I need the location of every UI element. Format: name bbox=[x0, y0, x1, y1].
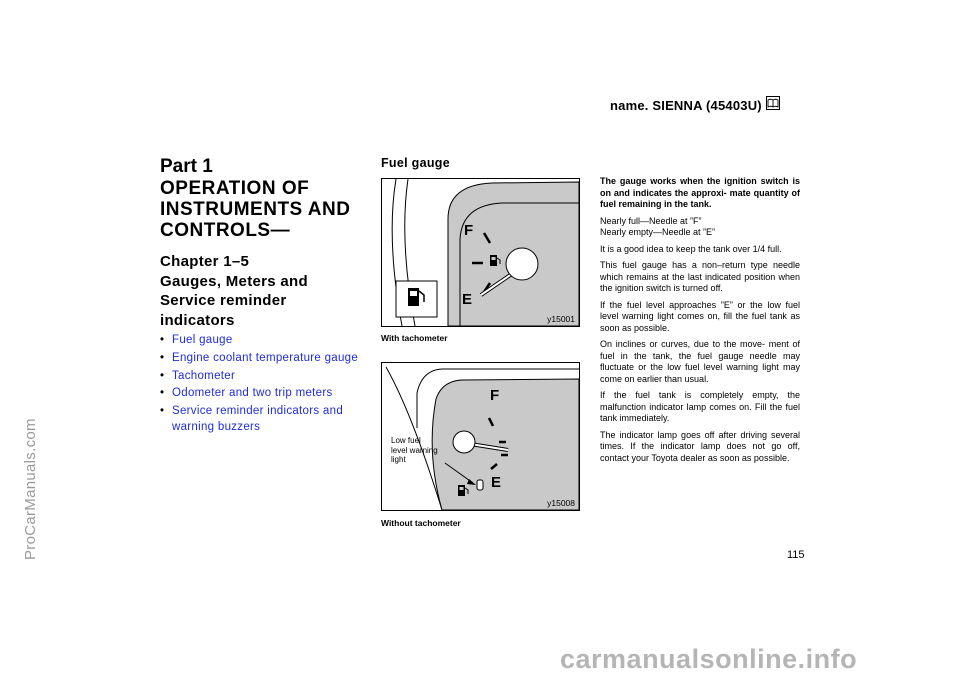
low-fuel-warning-light-icon bbox=[477, 480, 483, 490]
empty-mark-label: E bbox=[462, 291, 473, 308]
fuel-gauge-figure-with-tachometer bbox=[381, 178, 580, 327]
section-title bbox=[160, 178, 350, 241]
bullet-icon: • bbox=[160, 334, 165, 346]
body-text bbox=[600, 176, 800, 469]
full-line: Nearly full—Needle at ”F” bbox=[600, 215, 702, 226]
paragraph: The indicator lamp goes off after driving several times. If the indicator lamp does not go off, contact your Toyota dealer as soon as possible. bbox=[600, 429, 800, 463]
bullet-icon: • bbox=[160, 351, 165, 364]
intro-paragraph: The gauge works when the ignition switch is on and indicates the approxi- mate quantity of fuel remaining in the tank. bbox=[600, 176, 800, 209]
section-title-line: CONTROLS— bbox=[160, 220, 291, 241]
paragraph: If the fuel level approaches ”E” or the low fuel level warning light comes on, fill the fuel tank as soon as possible. bbox=[600, 299, 800, 333]
paragraph: On inclines or curves, due to the move- ment of fuel in the tank, the fuel gauge needle may fluctuate or the low fuel level warning light may come on earlier than usual. bbox=[600, 339, 800, 384]
empty-mark-label: E bbox=[491, 474, 502, 491]
toc-link[interactable]: Engine coolant temperature gauge bbox=[172, 351, 359, 364]
section-title-line: INSTRUMENTS AND bbox=[160, 199, 351, 220]
chapter-title-line: Gauges, Meters and bbox=[160, 272, 308, 290]
needle-positions bbox=[600, 216, 800, 239]
part-label: Part 1 bbox=[160, 156, 213, 177]
document-header-title: name. SIENNA (45403U) bbox=[610, 98, 762, 113]
section-heading: Fuel gauge bbox=[381, 156, 450, 170]
toc-item-fuel-gauge[interactable] bbox=[160, 333, 365, 349]
chapter-contents-list bbox=[160, 333, 365, 437]
toc-link[interactable]: Odometer and two trip meters bbox=[172, 387, 333, 400]
toc-link[interactable]: Tachometer bbox=[172, 369, 236, 382]
figure-code: y15008 bbox=[547, 498, 575, 508]
full-mark-label: F bbox=[490, 387, 500, 404]
bullet-icon: • bbox=[160, 387, 165, 400]
chapter-title bbox=[160, 252, 308, 330]
section-title-line: OPERATION OF bbox=[160, 178, 310, 199]
figure-caption: With tachometer bbox=[381, 333, 448, 343]
toc-item-service-reminder[interactable] bbox=[160, 404, 365, 435]
full-mark-label: F bbox=[464, 222, 474, 239]
toc-link[interactable]: Fuel gauge bbox=[172, 334, 233, 346]
bullet-icon: • bbox=[160, 369, 165, 382]
page-number: 115 bbox=[787, 549, 805, 561]
figure-caption: Without tachometer bbox=[381, 518, 461, 528]
toc-link[interactable]: Service reminder indicators and warning buzzers bbox=[172, 405, 344, 433]
paragraph: It is a good idea to keep the tank over 1/4 full. bbox=[600, 243, 782, 254]
paragraph: If the fuel tank is completely empty, the malfunction indicator lamp comes on. Fill the fuel tank immediately. bbox=[600, 390, 800, 423]
open-book-icon bbox=[766, 96, 780, 110]
watermark-bottom: carmanualsonline.info bbox=[560, 644, 858, 674]
toc-item-coolant-gauge[interactable] bbox=[160, 351, 365, 367]
callout-line: level warning bbox=[391, 445, 438, 455]
toc-item-odometer[interactable] bbox=[160, 386, 365, 402]
figure-code: y15001 bbox=[547, 314, 575, 324]
fuel-gauge-illustration bbox=[382, 179, 579, 326]
paragraph: This fuel gauge has a non–return type needle which remains at the last indicated position when the ignition switch is turned off. bbox=[600, 260, 800, 293]
fuel-gauge-figure-without-tachometer bbox=[381, 362, 580, 511]
watermark-vertical: ProCarManuals.com bbox=[22, 418, 39, 560]
chapter-title-line: indicators bbox=[160, 311, 235, 329]
toc-item-tachometer[interactable] bbox=[160, 369, 365, 385]
bullet-icon: • bbox=[160, 405, 165, 418]
chapter-title-line: Service reminder bbox=[160, 292, 287, 309]
low-fuel-warning-callout bbox=[391, 436, 438, 465]
callout-line: Low fuel bbox=[391, 436, 421, 445]
chapter-title-line: Chapter 1–5 bbox=[160, 253, 250, 270]
callout-line: light bbox=[391, 455, 406, 464]
empty-line: Nearly empty—Needle at ”E” bbox=[600, 227, 716, 237]
